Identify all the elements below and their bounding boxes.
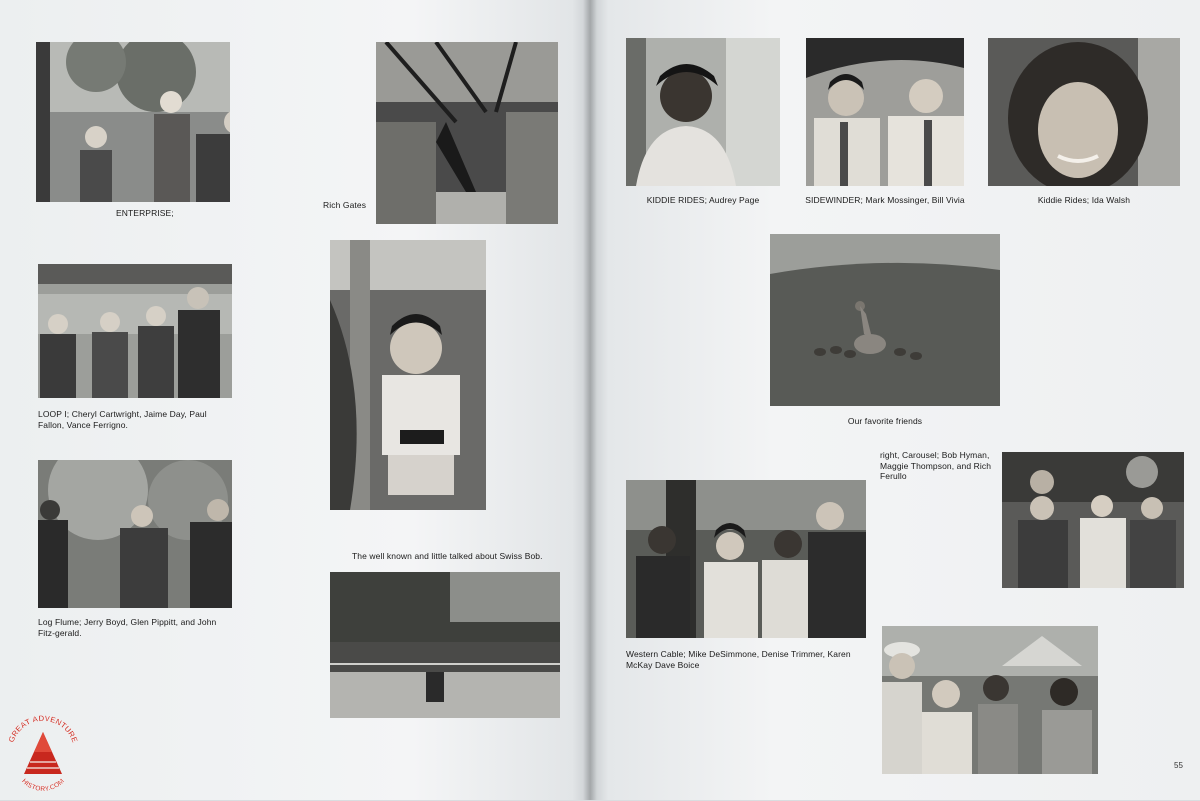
photo-ida-walsh [988, 38, 1180, 186]
caption-sidewinder: SIDEWINDER; Mark Mossinger, Bill Vivia [805, 195, 965, 205]
caption-favorite-friends: Our favorite friends [847, 416, 923, 426]
photo-swiss-bob [330, 240, 486, 510]
caption-western-cable: Western Cable; Mike DeSimmone, Denise Trimmer, Karen McKay Dave Boice [626, 649, 851, 670]
photo-crowd-riders [882, 626, 1098, 774]
logo-top-text: GREAT ADVENTURE [6, 713, 80, 744]
great-adventure-history-logo[interactable] [4, 712, 82, 796]
page-number: 55 [1174, 761, 1183, 770]
photo-log-flume-crew [38, 460, 232, 608]
photo-western-cable-crew [626, 480, 866, 638]
caption-enterprise: ENTERPRISE; [116, 208, 174, 218]
caption-swiss-bob: The well known and little talked about Swiss Bob. [352, 551, 543, 561]
photo-loop-crew [38, 264, 232, 398]
photo-rich-gates [376, 42, 558, 224]
photo-enterprise-crew [36, 42, 230, 202]
photo-audrey-page [626, 38, 780, 186]
photo-sidewinder-crew [806, 38, 964, 186]
caption-rich-gates: Rich Gates [323, 200, 367, 210]
photo-ducks [770, 234, 1000, 406]
photo-carousel-crew [1002, 452, 1184, 588]
book-gutter [583, 0, 597, 800]
logo-bottom-text: HISTORY.COM [20, 777, 66, 794]
caption-kiddie-rides-audrey: KIDDIE RIDES; Audrey Page [646, 195, 760, 205]
svg-text:HISTORY.COM [20, 778, 66, 793]
caption-carousel: right, Carousel; Bob Hyman, Maggie Thompson, and Rich Ferullo [880, 450, 992, 481]
photo-ride-platform [330, 572, 560, 718]
caption-log-flume: Log Flume; Jerry Boyd, Glen Pippitt, and John Fitz-gerald. [38, 617, 217, 638]
caption-kiddie-rides-ida: Kiddie Rides; Ida Walsh [1037, 195, 1131, 205]
caption-loop: LOOP I; Cheryl Cartwright, Jaime Day, Paul Fallon, Vance Ferrigno. [38, 409, 207, 430]
